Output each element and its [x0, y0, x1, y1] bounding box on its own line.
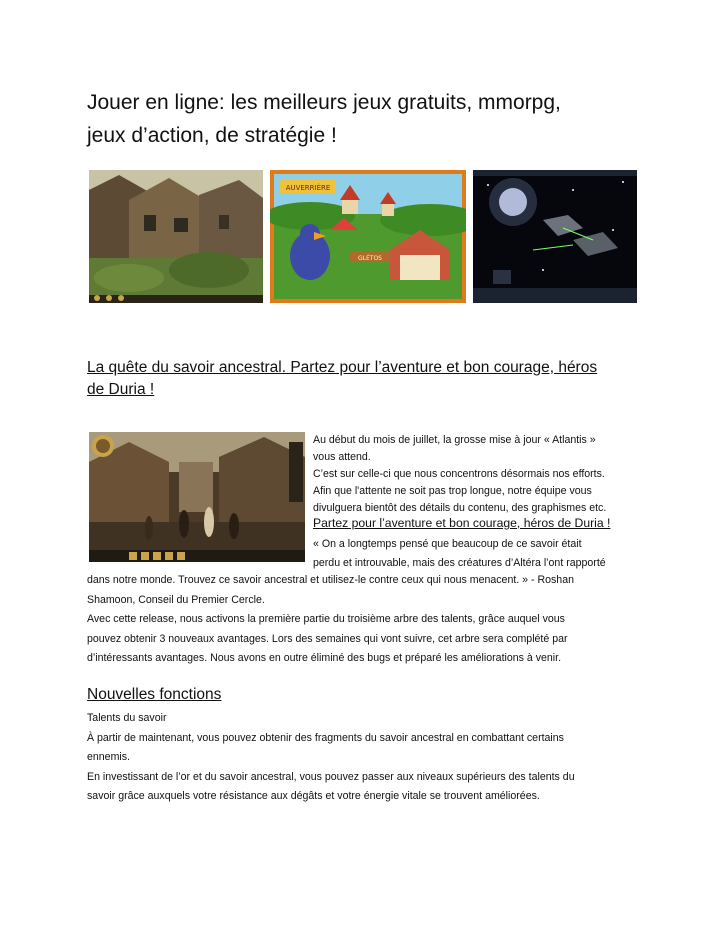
section-functions-body	[87, 709, 647, 807]
banner-text: AUVERRIÈRE	[285, 184, 331, 192]
title-line-2: jeux d’action, de stratégie !	[87, 124, 337, 147]
functions-line-4: En investissant de l’or et du savoir ancestral, vous pouvez passer aux niveaux supérieurs des talents du	[87, 770, 575, 783]
intro-line-3: C’est sur celle-ci que nous concentrons désormais nos efforts.	[313, 468, 605, 480]
heading-quest-line-1: La quête du savoir ancestral. Partez pour l’aventure et bon courage, héros	[87, 359, 598, 376]
heading-functions-text: Nouvelles fonctions	[87, 686, 222, 703]
body-line-3: Avec cette release, nous activons la première partie du troisième arbre des talents, grâce auquel vous	[87, 613, 565, 625]
sign-text: GLÉTOS	[358, 255, 382, 262]
quote-side-text	[313, 535, 653, 574]
functions-line-2: À partir de maintenant, vous pouvez obtenir des fragments du savoir ancestral en combattant certains	[87, 731, 564, 744]
section-quest-body	[87, 571, 647, 669]
title-line-1: Jouer en ligne: les meilleurs jeux gratuits, mmorpg,	[87, 91, 561, 114]
body-line-2: Shamoon, Conseil du Premier Cercle.	[87, 593, 265, 606]
body-line-1: dans notre monde. Trouvez ce savoir ancestral et utilisez-le contre ceux qui nous menacent. » - Roshan	[87, 574, 574, 586]
cartoon-fair-screenshot	[270, 170, 466, 303]
intro-line-1: Au début du mois de juillet, la grosse mise à jour « Atlantis »	[313, 434, 596, 446]
section-heading-quest	[87, 357, 677, 401]
body-line-4: pouvez obtenir 3 nouveaux avantages. Lors des semaines qui vont suivre, cet arbre sera complété par	[87, 632, 568, 645]
functions-line-1: Talents du savoir	[87, 712, 167, 724]
quote-line-1: « On a longtemps pensé que beaucoup de ce savoir était	[313, 538, 582, 550]
intro-line-5: divulguera bientôt des détails du contenu, des graphismes etc.	[313, 502, 607, 514]
page-title	[87, 86, 687, 152]
medieval-village-screenshot	[89, 170, 263, 303]
intro-line-2: vous attend.	[313, 451, 371, 463]
space-battle-screenshot	[473, 170, 637, 303]
adventure-link[interactable]: Partez pour l’aventure et bon courage, héros de Duria !	[313, 516, 611, 530]
body-line-5: d’intéressants avantages. Nous avons en outre éliminé des bugs et préparé les améliorations à venir.	[87, 652, 562, 664]
intro-line-4: Afin que l'attente ne soit pas trop longue, notre équipe vous	[313, 485, 592, 497]
heading-quest-line-2: de Duria !	[87, 381, 155, 398]
intro-text	[313, 432, 653, 517]
medieval-combat-screenshot	[89, 432, 305, 562]
functions-line-5: savoir grâce auxquels votre résistance aux dégâts et votre énergie vitale se trouvent améliorées.	[87, 790, 540, 802]
functions-line-3: ennemis.	[87, 751, 130, 763]
section-heading-functions	[87, 684, 677, 706]
quote-line-2: perdu et introuvable, mais des créatures d’Altéra l’ont rapporté	[313, 557, 606, 570]
